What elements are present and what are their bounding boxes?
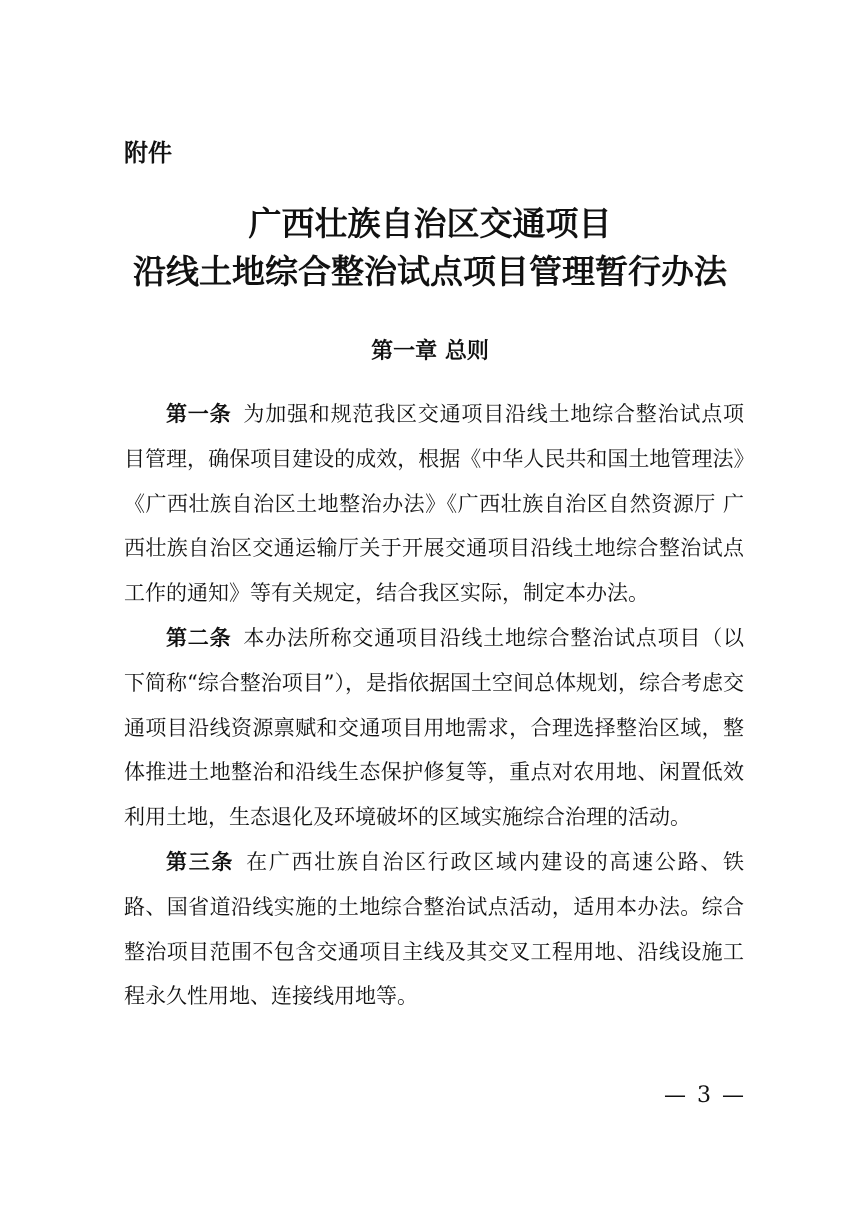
article-1 [124, 392, 744, 616]
title-line-2: 沿线土地综合整治试点项目管理暂行办法 [133, 252, 727, 291]
article-text: 在广西壮族自治区行政区域内建设的高速公路、铁路、国省道沿线实施的土地综合整治试点活动，适用本办法。综合整治项目范围不包含交通项目主线及其交叉工程用地、沿线设施工程永久性用地、连接线用地等。 [124, 849, 744, 1009]
article-text: 为加强和规范我区交通项目沿线土地综合整治试点项目管理，确保项目建设的成效，根据《中华人民共和国土地管理法》《广西壮族自治区土地整治办法》《广西壮族自治区自然资源厅 广西壮族自治区交通运输厅关于开展交通项目沿线土地综合整治试点工作的通知》等有关规定，结合我区实际，制定本办法。 [124, 402, 745, 606]
attachment-label: 附件 [124, 139, 172, 167]
article-text: 本办法所称交通项目沿线土地综合整治试点项目（以下简称“综合整治项目”），是指依据国土空间总体规划，综合考虑交通项目沿线资源禀赋和交通项目用地需求，合理选择整治区域，整体推进土地整治和沿线生态保护修复等，重点对农用地、闲置低效利用土地，生态退化及环境破坏的区域实施综合治理的活动。 [124, 625, 745, 830]
article-heading: 第三条 [166, 849, 235, 874]
document-body [124, 392, 744, 1019]
document-title [0, 200, 860, 296]
article-heading: 第一条 [166, 402, 232, 426]
page-number: — 3 — [664, 1083, 746, 1108]
article-heading: 第二条 [166, 625, 232, 650]
article-3 [124, 840, 744, 1019]
title-line-1: 广西壮族自治区交通项目 [248, 204, 612, 243]
article-2 [124, 616, 744, 840]
chapter-title: 第一章 总则 [371, 339, 489, 364]
